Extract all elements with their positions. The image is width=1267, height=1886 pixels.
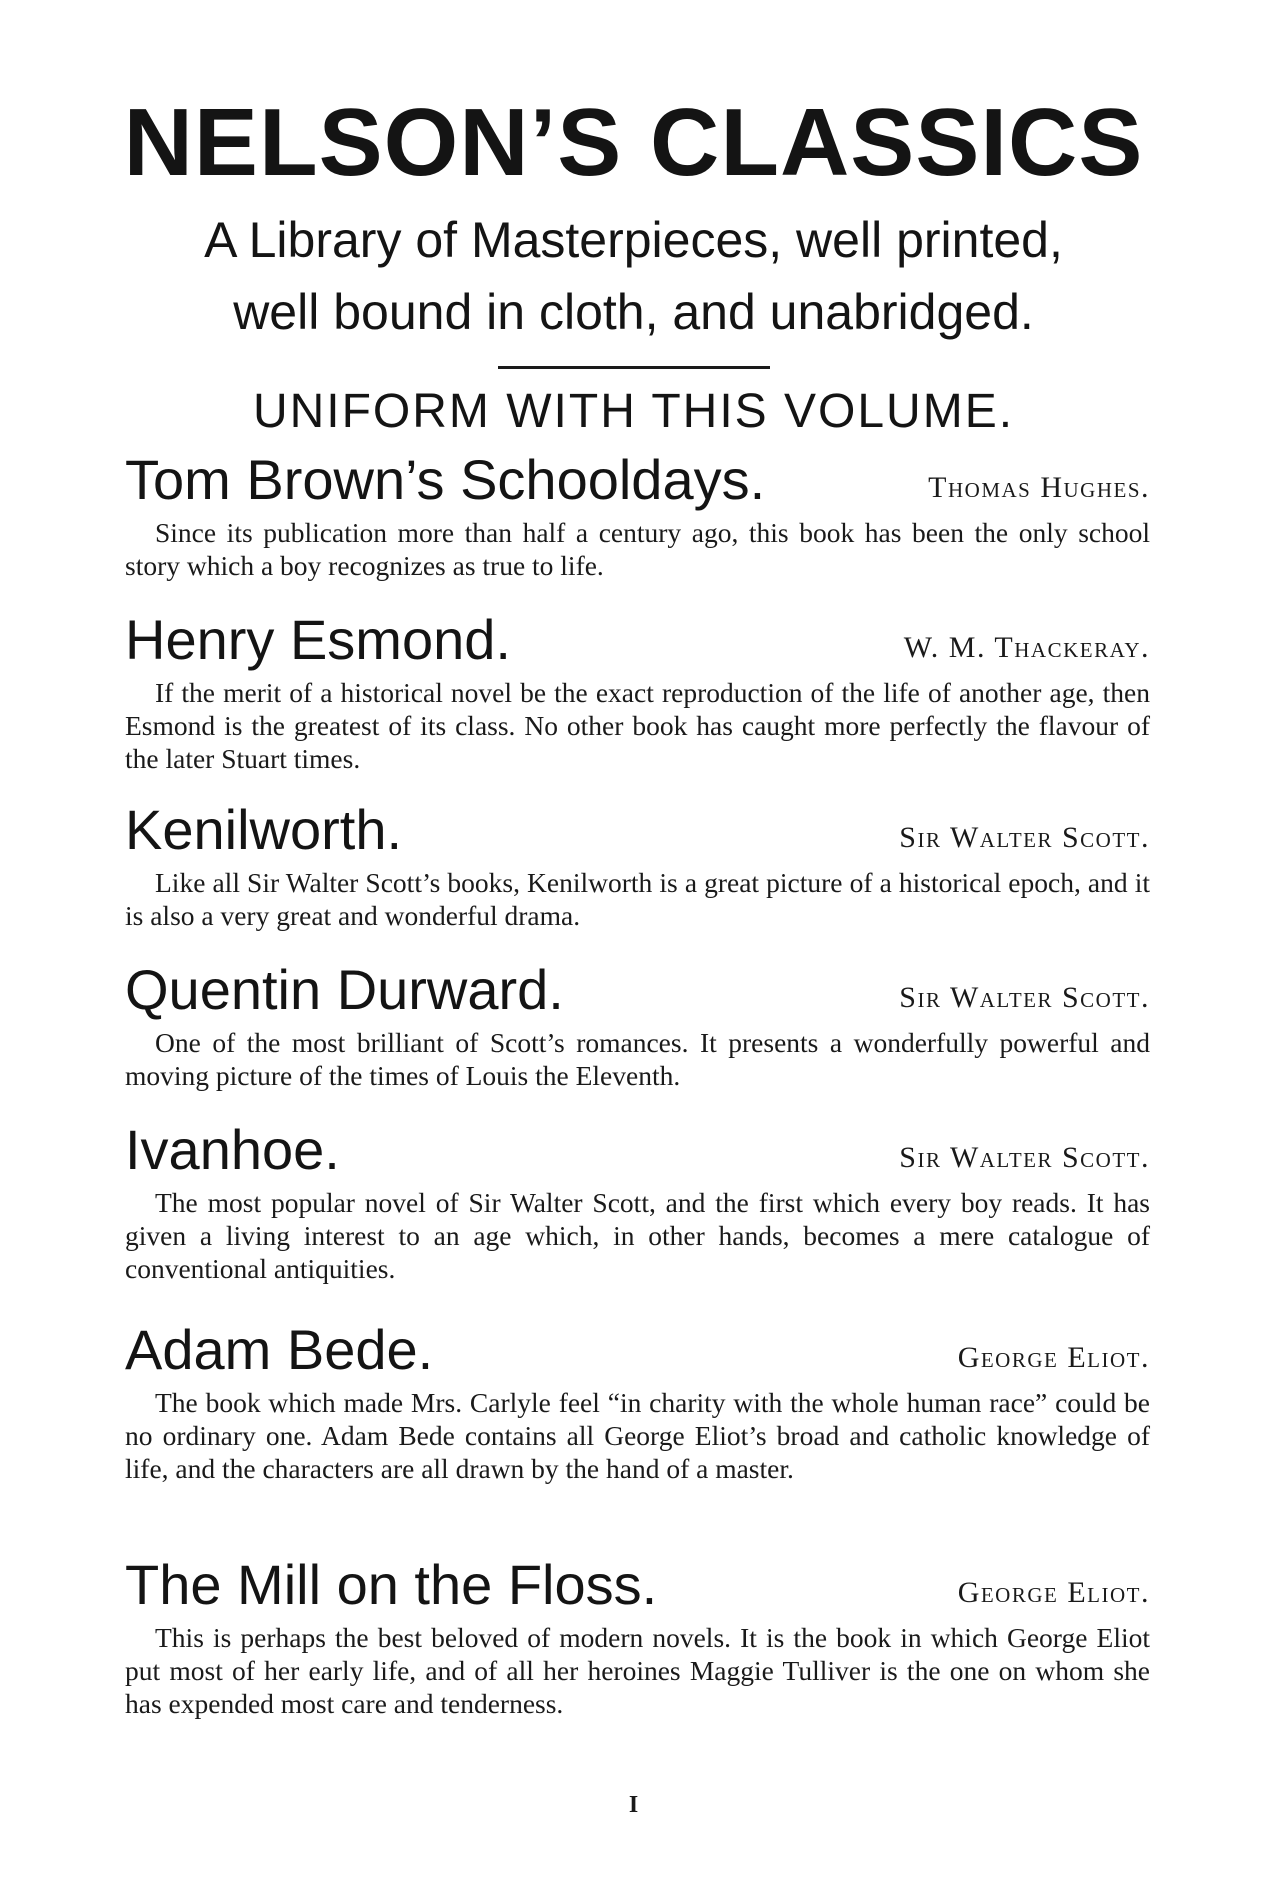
book-entry-adam-bede: [125, 1310, 1150, 1485]
book-title: Adam Bede.: [125, 1318, 434, 1381]
book-entry-header: [125, 600, 1150, 672]
book-blurb: This is perhaps the best beloved of modern novels. It is the book in which George Eliot put most of her early life, and of all her heroines Maggie Tulliver is the one on whom she has expended most care and tenderness.: [125, 1622, 1150, 1719]
book-entry-tom-browns-schooldays: [125, 440, 1150, 582]
book-author: George Eliot.: [957, 1576, 1150, 1609]
book-entry-header: [125, 1545, 1150, 1617]
book-entry-the-mill-on-the-floss: [125, 1545, 1150, 1720]
book-author: Sir Walter Scott.: [899, 821, 1150, 854]
subtitle-line-2: well bound in cloth, and unabridged.: [233, 284, 1034, 340]
page-title: NELSON’S CLASSICS: [123, 89, 1144, 196]
book-title: Henry Esmond.: [125, 608, 511, 671]
book-title: Quentin Durward.: [125, 958, 564, 1021]
book-title: Ivanhoe.: [125, 1118, 340, 1181]
book-entry-header: [125, 950, 1150, 1022]
subtitle-line-1: A Library of Masterpieces, well printed,: [204, 212, 1063, 268]
book-entry-header: [125, 440, 1150, 512]
book-entry-ivanhoe: [125, 1110, 1150, 1285]
book-entry-header: [125, 790, 1150, 862]
book-author: W. M. Thackeray.: [903, 631, 1150, 664]
title-divider: [498, 366, 770, 369]
uniform-heading: UNIFORM WITH THIS VOLUME.: [252, 385, 1015, 438]
book-author: George Eliot.: [957, 1341, 1150, 1374]
page-number: I: [628, 1792, 639, 1818]
book-blurb: If the merit of a historical novel be the exact reproduction of the life of another age, then Esmond is the greatest of its class. No other book has caught more perfectly the flavour of the later Stuart times.: [125, 677, 1150, 774]
book-blurb: Since its publication more than half a century ago, this book has been the only school story which a boy recognizes as true to life.: [125, 517, 1150, 581]
book-author: Sir Walter Scott.: [899, 981, 1150, 1014]
book-entry-henry-esmond: [125, 600, 1150, 775]
book-blurb: The most popular novel of Sir Walter Scott, and the first which every boy reads. It has given a living interest to an age which, in other hands, becomes a mere catalogue of conventional antiquities.: [125, 1187, 1150, 1284]
book-entry-kenilworth: [125, 790, 1150, 932]
book-entry-header: [125, 1310, 1150, 1382]
book-blurb: The book which made Mrs. Carlyle feel “in charity with the whole human race” could be no ordinary one. Adam Bede contains all George Eliot’s broad and catholic knowledge of life, and the characters are all drawn by the hand of a master.: [125, 1387, 1150, 1484]
book-author: Thomas Hughes.: [928, 471, 1150, 504]
book-title: Tom Brown’s Schooldays.: [125, 448, 766, 511]
book-blurb: One of the most brilliant of Scott’s romances. It presents a wonderfully powerful and moving picture of the times of Louis the Eleventh.: [125, 1027, 1150, 1091]
book-author: Sir Walter Scott.: [899, 1141, 1150, 1174]
book-entry-quentin-durward: [125, 950, 1150, 1092]
book-title: The Mill on the Floss.: [125, 1553, 658, 1616]
book-blurb: Like all Sir Walter Scott’s books, Kenilworth is a great picture of a historical epoch, and it is also a very great and wonderful drama.: [125, 867, 1150, 931]
book-entry-header: [125, 1110, 1150, 1182]
book-title: Kenilworth.: [125, 798, 403, 861]
